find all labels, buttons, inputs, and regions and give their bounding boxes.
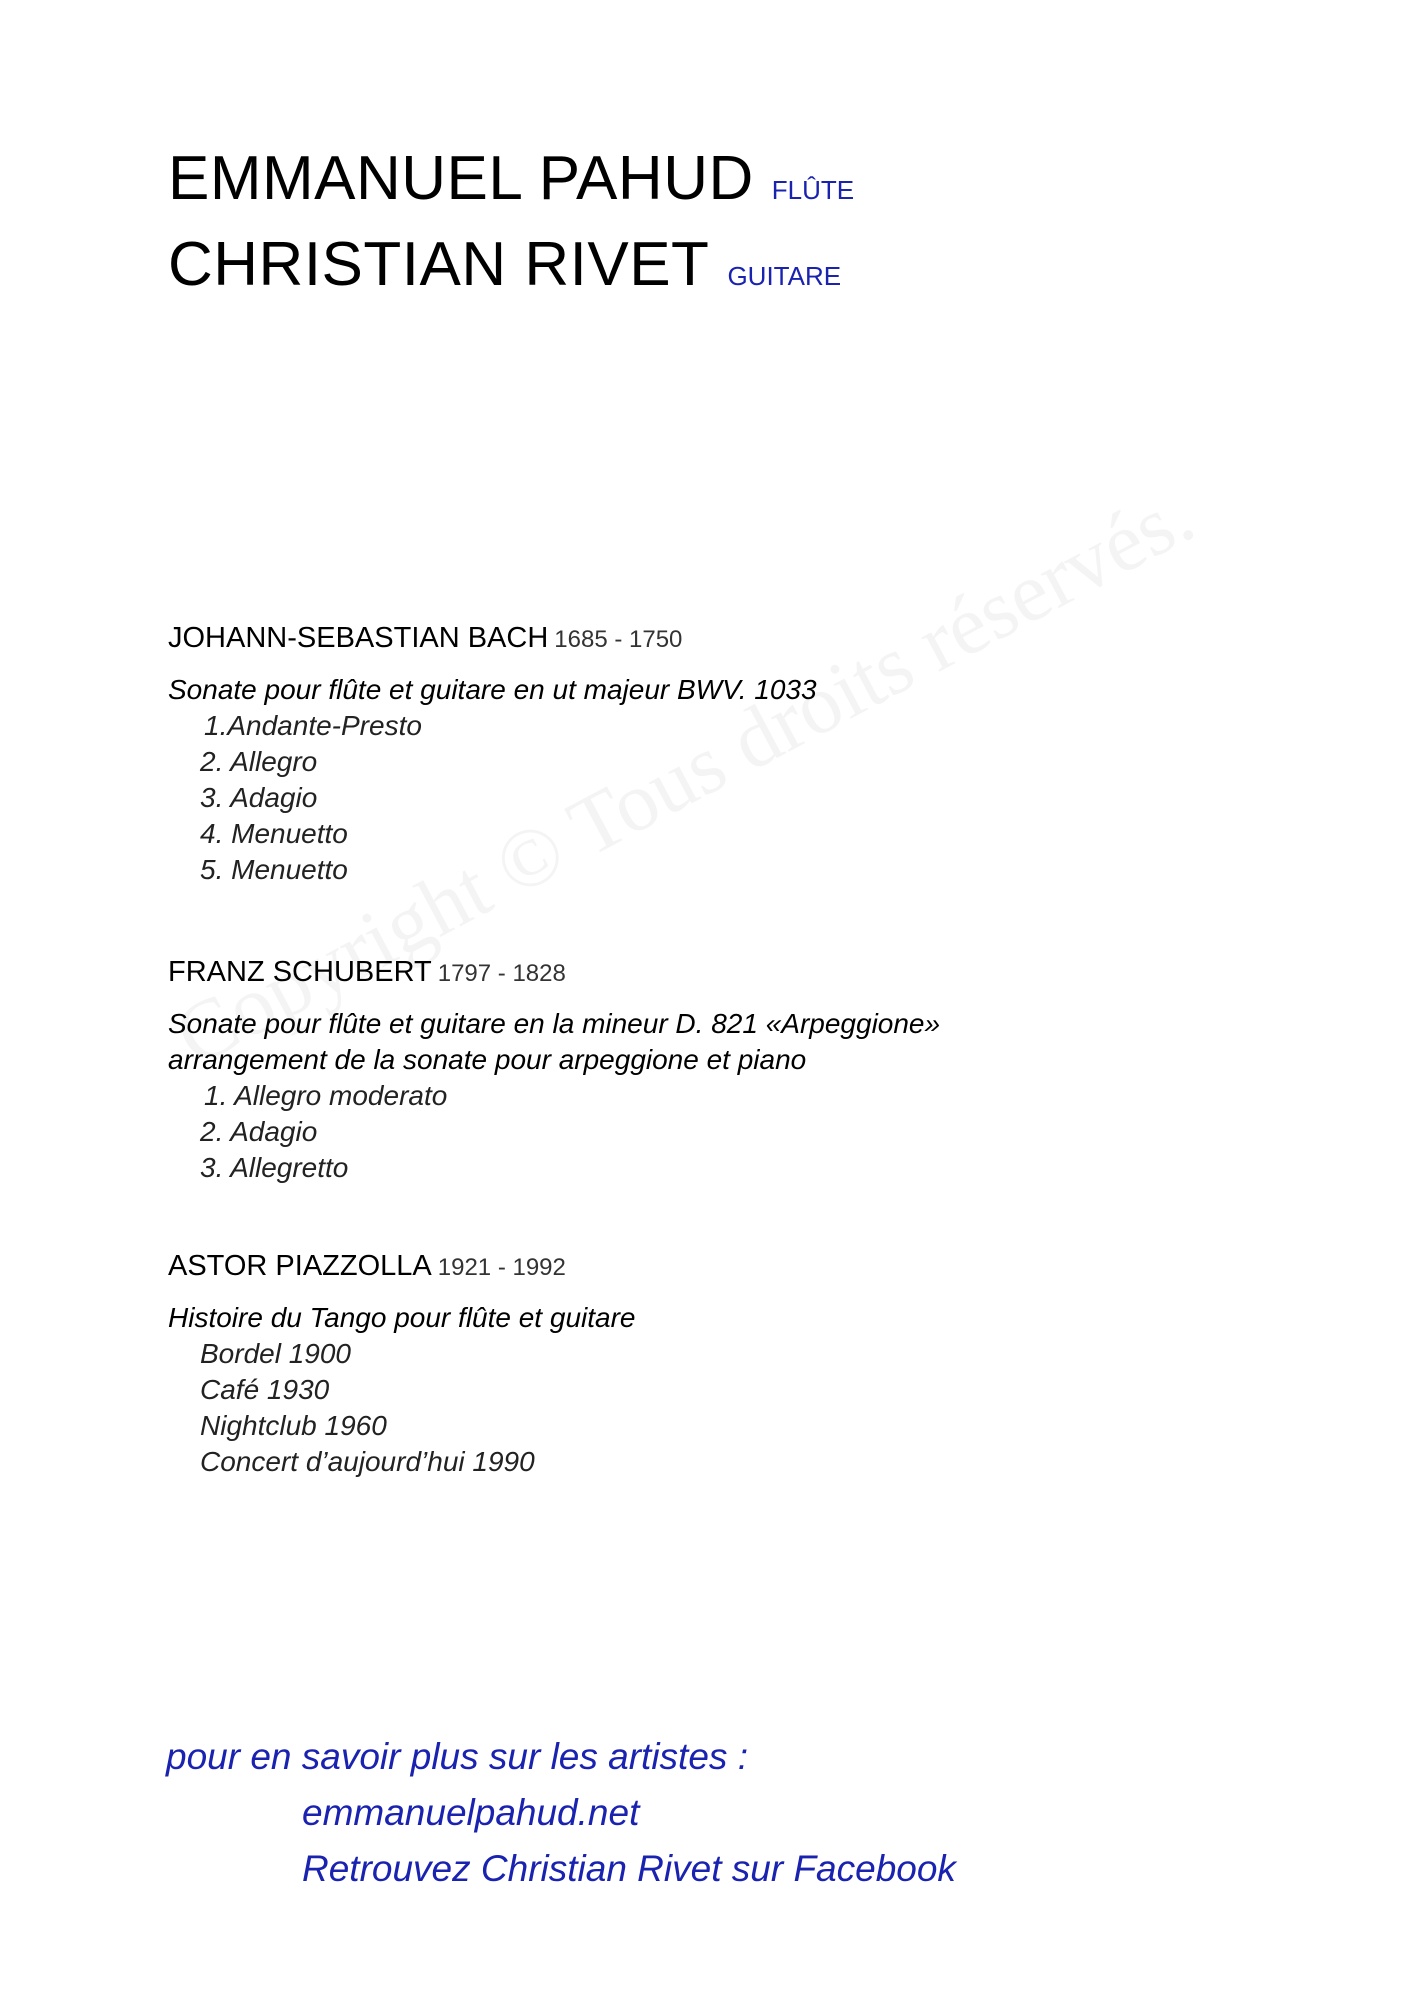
artist-name: EMMANUEL PAHUD xyxy=(168,144,754,213)
facebook-link[interactable]: Retrouvez Christian Rivet sur Facebook xyxy=(302,1848,956,1889)
movement-item: 2. Allegro xyxy=(200,746,318,777)
movement-item: 2. Adagio xyxy=(200,1116,318,1147)
composer-name: JOHANN-SEBASTIAN BACH xyxy=(168,622,549,654)
copyright-watermark xyxy=(160,466,1209,1085)
work-title: Histoire du Tango pour flûte et guitare xyxy=(168,1302,636,1333)
work-subtitle: arrangement de la sonate pour arpeggione et piano xyxy=(168,1044,807,1075)
artist-heading-pahud xyxy=(168,144,855,213)
movement-item: 1.Andante-Presto xyxy=(204,710,422,741)
movement-item: Bordel 1900 xyxy=(200,1338,352,1369)
movement-item: Café 1930 xyxy=(200,1374,330,1405)
composer-heading-schubert xyxy=(168,958,566,987)
composer-name: FRANZ SCHUBERT xyxy=(168,956,432,988)
composer-name: ASTOR PIAZZOLLA xyxy=(168,1250,432,1282)
work-title: Sonate pour flûte et guitare en ut majeur BWV. 1033 xyxy=(168,674,817,705)
composer-heading-piazzolla xyxy=(168,1252,566,1281)
artist-name: CHRISTIAN RIVET xyxy=(168,230,710,299)
website-link[interactable]: emmanuelpahud.net xyxy=(302,1792,640,1833)
composer-dates: 1797 - 1828 xyxy=(437,960,566,987)
movement-item: 3. Allegretto xyxy=(200,1152,349,1183)
composer-dates: 1921 - 1992 xyxy=(437,1254,566,1281)
movement-item: 5. Menuetto xyxy=(200,854,348,885)
artist-instrument: FLÛTE xyxy=(771,175,855,205)
movement-item: 4. Menuetto xyxy=(200,818,348,849)
movement-item: 3. Adagio xyxy=(200,782,318,813)
footer-intro: pour en savoir plus sur les artistes : xyxy=(166,1736,748,1777)
composer-dates: 1685 - 1750 xyxy=(554,626,683,653)
movement-item: 1. Allegro moderato xyxy=(204,1080,448,1111)
movement-item: Nightclub 1960 xyxy=(200,1410,387,1441)
artist-instrument: GUITARE xyxy=(727,261,842,291)
artist-heading-rivet xyxy=(168,230,842,299)
work-title: Sonate pour flûte et guitare en la mineur D. 821 «Arpeggione» xyxy=(168,1008,941,1039)
movement-item: Concert d’aujourd’hui 1990 xyxy=(200,1446,535,1477)
composer-heading-bach xyxy=(168,624,682,653)
